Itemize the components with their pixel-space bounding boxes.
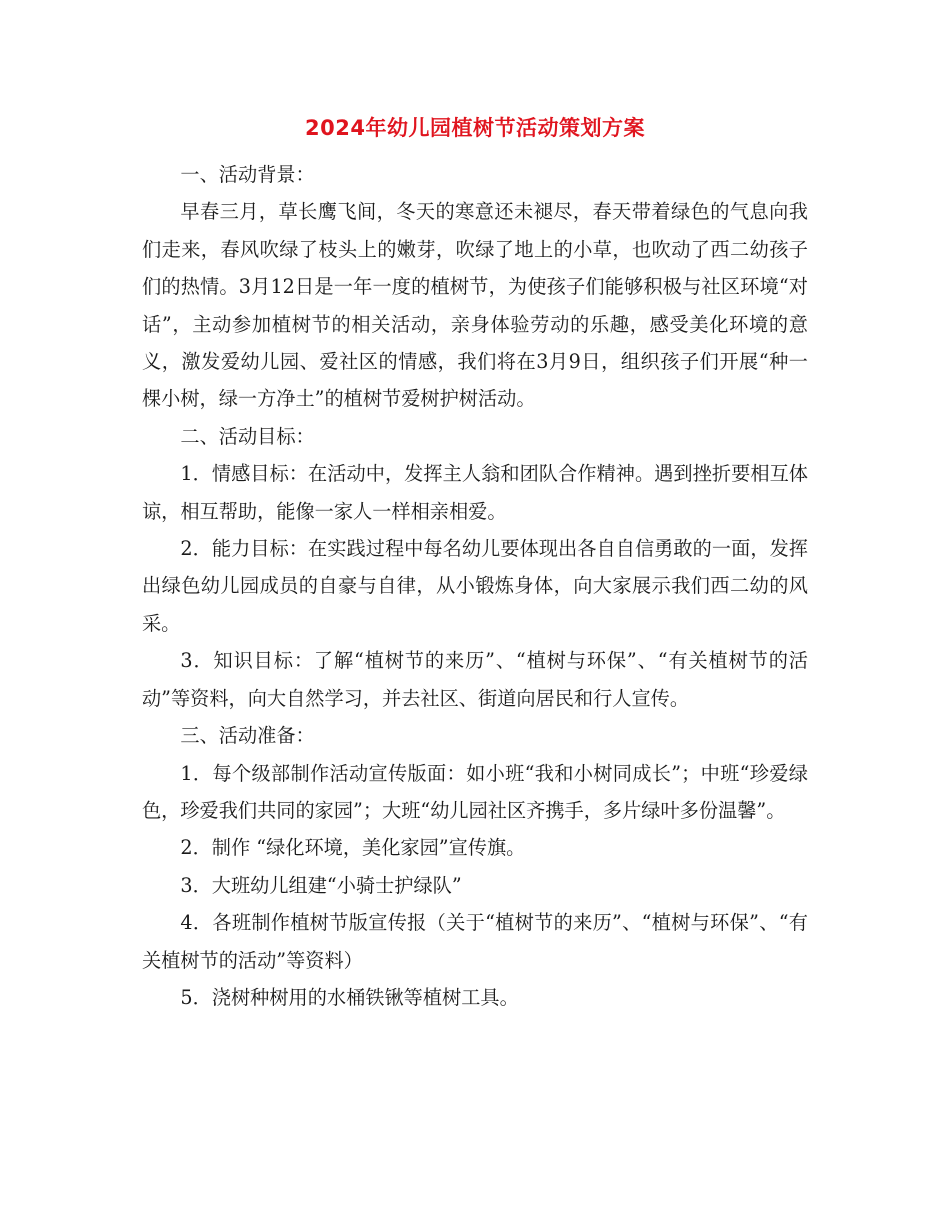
prep-item-4: 4．各班制作植树节版宣传报（关于“植树节的来历”、“植树与环保”、“有关植树节的活动”等资料） xyxy=(142,911,808,972)
goal-item-ability: 2．能力目标：在实践过程中每名幼儿要体现出各自自信勇敢的一面，发挥出绿色幼儿园成员的自豪与自律，从小锻炼身体，向大家展示我们西二幼的风采。 xyxy=(142,537,808,635)
document-body xyxy=(142,156,808,1016)
section-heading-goals: 二、活动目标： xyxy=(180,424,315,448)
prep-item-1: 1．每个级部制作活动宣传版面：如小班“我和小树同成长”；中班“珍爱绿色，珍爱我们共同的家园”；大班“幼儿园社区齐携手，多片绿叶多份温馨”。 xyxy=(142,761,808,822)
document-title: 2024年幼儿园植树节活动策划方案 xyxy=(305,116,645,140)
prep-item-3: 3．大班幼儿组建“小骑士护绿队” xyxy=(180,873,462,897)
prep-item-2: 2．制作 “绿化环境，美化家园”宣传旗。 xyxy=(180,836,526,860)
section-heading-background: 一、活动背景： xyxy=(180,163,315,186)
goal-item-knowledge: 3．知识目标：了解“植树节的来历”、“植树与环保”、“有关植树节的活动”等资料，向大自然学习，并去社区、街道向居民和行人宣传。 xyxy=(142,649,808,710)
section-heading-preparation: 三、活动准备： xyxy=(180,724,315,748)
prep-item-5: 5．浇树种树用的水桶铁锹等植树工具。 xyxy=(180,985,519,1009)
goal-item-emotion: 1．情感目标：在活动中，发挥主人翁和团队合作精神。遇到挫折要相互体谅，相互帮助，能像一家人一样相亲相爱。 xyxy=(142,462,808,523)
paragraph-background: 早春三月，草长鹰飞间，冬天的寒意还未褪尽，春天带着绿色的气息向我们走来，春风吹绿了枝头上的嫩芽，吹绿了地上的小草，也吹动了西二幼孩子们的热情。3月12日是一年一度的植树节，为使孩子们能够积极与社区环境“对话”，主动参加植树节的相关活动，亲身体验劳动的乐趣，感受美化环境的意义，激发爱幼儿园、爱社区的情感，我们将在3月9日，组织孩子们开展“种一棵小树，绿一方净土”的植树节爱树护树活动。 xyxy=(142,200,808,411)
